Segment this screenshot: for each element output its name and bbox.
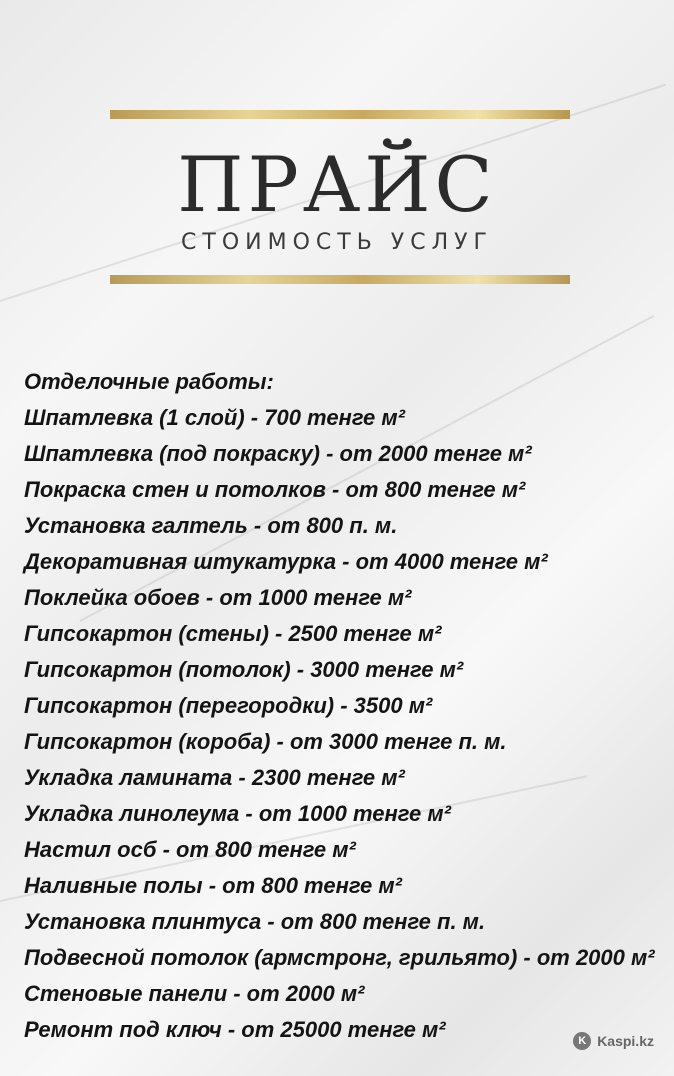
price-item: Покраска стен и потолков - от 800 тенге м² (24, 477, 526, 502)
price-item: Установка плинтуса - от 800 тенге п. м. (24, 909, 486, 934)
price-item: Декоративная штукатурка - от 4000 тенге м² (24, 549, 548, 574)
price-item: Гипсокартон (стены) - 2500 тенге м² (24, 621, 442, 646)
price-item: Шпатлевка (1 слой) - 700 тенге м² (24, 405, 405, 430)
price-item: Поклейка обоев - от 1000 тенге м² (24, 585, 412, 610)
price-item: Укладка ламината - 2300 тенге м² (24, 765, 405, 790)
price-item: Настил осб - от 800 тенге м² (24, 837, 356, 862)
price-item: Гипсокартон (перегородки) - 3500 м² (24, 693, 433, 718)
gold-divider-bottom (110, 275, 570, 284)
kaspi-logo-icon: K (573, 1032, 591, 1050)
watermark-text: Kaspi.kz (597, 1033, 654, 1049)
price-item: Гипсокартон (потолок) - 3000 тенге м² (24, 657, 464, 682)
page-title: ПРАЙС (177, 140, 497, 229)
page-subtitle: СТОИМОСТЬ УСЛУГ (181, 230, 493, 255)
kaspi-watermark (573, 1032, 654, 1050)
price-item: Укладка линолеума - от 1000 тенге м² (24, 801, 451, 826)
price-item: Стеновые панели - от 2000 м² (24, 981, 365, 1006)
price-item: Ремонт под ключ - от 25000 тенге м² (24, 1017, 446, 1042)
section-title: Отделочные работы: (24, 369, 274, 394)
price-item: Наливные полы - от 800 тенге м² (24, 873, 402, 898)
price-item: Гипсокартон (короба) - от 3000 тенге п. м. (24, 729, 507, 754)
gold-divider-top (110, 110, 570, 119)
price-item: Шпатлевка (под покраску) - от 2000 тенге м² (24, 441, 532, 466)
price-list (24, 364, 664, 1048)
price-item: Подвесной потолок (армстронг, грильято) - от 2000 м² (24, 945, 655, 970)
price-item: Установка галтель - от 800 п. м. (24, 513, 398, 538)
